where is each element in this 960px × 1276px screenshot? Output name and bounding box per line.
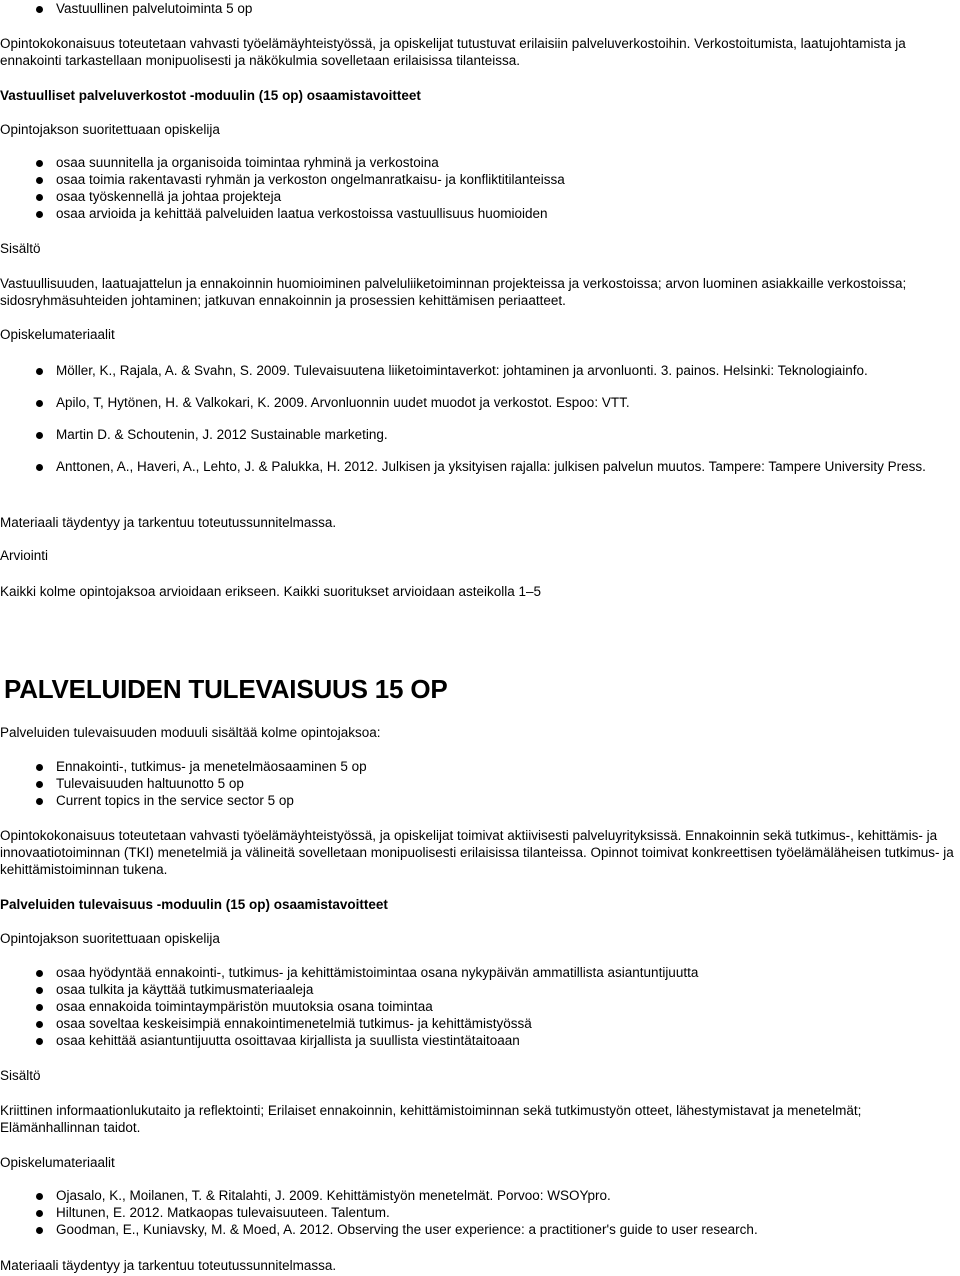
section1-intro: Opintokokonaisuus toteutetaan vahvasti työelämäyhteistyössä, ja opiskelijat tutustuvat erilaisiin palveluverkostoihin. Verkostoitumista, laatujohtamista ja ennakointi tarkastellaan monipuolisesti ja näkökulmia sovelletaan erilaisissa tilanteissa. — [0, 36, 906, 68]
section1-assessment-heading: Arviointi — [0, 548, 49, 563]
list-item: Goodman, E., Kuniavsky, M. & Moed, A. 2012. Observing the user experience: a practitioner's guide to user research. — [0, 1221, 958, 1238]
section1-outcomes-lead: Opintojakson suoritettuaan opiskelija — [0, 122, 220, 137]
bullet-icon — [36, 970, 43, 977]
section2-intro: Opintokokonaisuus toteutetaan vahvasti työelämäyhteistyössä, ja opiskelijat toimivat aktiivisesti palveluyrityksissä. Ennakoinnin sekä tutkimus-, kehittämis- ja innovaatiotoiminnan (TKI) menetelmiä ja välineitä sovelletaan monipuolisesti erilaisissa tilanteissa. Opinnot toimivat konkreettisen työelämäläheisen tutkimus- ja kehittämistoiminnan tukena. — [0, 828, 954, 877]
list-item: osaa työskennellä ja johtaa projekteja — [0, 188, 958, 205]
bullet-icon — [36, 1193, 43, 1200]
section2-title: PALVELUIDEN TULEVAISUUS 15 OP — [4, 674, 448, 704]
list-item: Martin D. & Schoutenin, J. 2012 Sustainable marketing. — [0, 426, 958, 443]
bullet-icon — [36, 177, 43, 184]
list-item: osaa kehittää asiantuntijuutta osoittavaa kirjallista ja suullista viestintätaitoaan — [0, 1032, 958, 1049]
list-item: osaa arvioida ja kehittää palveluiden laatua verkostoissa vastuullisuus huomioiden — [0, 205, 958, 222]
bullet-icon — [36, 798, 43, 805]
section1-materials-heading: Opiskelumateriaalit — [0, 327, 115, 342]
bullet-icon — [36, 160, 43, 167]
section2-materials-list — [0, 1187, 958, 1238]
section2-content-heading: Sisältö — [0, 1068, 41, 1083]
section2-course-list — [0, 758, 958, 809]
section2-materials-note: Materiaali täydentyy ja tarkentuu toteutussunnitelmassa. — [0, 1258, 337, 1273]
list-item: Anttonen, A., Haveri, A., Lehto, J. & Palukka, H. 2012. Julkisen ja yksityisen rajalla: julkisen palvelun muutos. Tampere: Tampere University Press. — [0, 458, 958, 475]
bullet-icon — [36, 194, 43, 201]
section2-outcomes-list — [0, 964, 958, 1049]
bullet-icon — [36, 211, 43, 218]
list-item: osaa suunnitella ja organisoida toimintaa ryhminä ja verkostoina — [0, 154, 958, 171]
section2-outcomes-heading: Palveluiden tulevaisuus -moduulin (15 op) osaamistavoitteet — [0, 897, 388, 912]
bullet-icon — [36, 464, 43, 471]
bullet-icon — [36, 1227, 43, 1234]
list-item: Möller, K., Rajala, A. & Svahn, S. 2009. Tulevaisuutena liiketoimintaverkot: johtaminen ja arvonluonti. 3. painos. Helsinki: Teknologiainfo. — [0, 362, 958, 379]
list-item: Ojasalo, K., Moilanen, T. & Ritalahti, J. 2009. Kehittämistyön menetelmät. Porvoo: WSOYpro. — [0, 1187, 958, 1204]
section1-outcomes-heading: Vastuulliset palveluverkostot -moduulin (15 op) osaamistavoitteet — [0, 88, 421, 103]
bullet-icon — [36, 1038, 43, 1045]
list-item: osaa toimia rakentavasti ryhmän ja verkoston ongelmanratkaisu- ja konfliktitilanteissa — [0, 171, 958, 188]
section1-content-heading: Sisältö — [0, 241, 41, 256]
list-item: osaa soveltaa keskeisimpiä ennakointimenetelmiä tutkimus- ja kehittämistyössä — [0, 1015, 958, 1032]
bullet-icon — [36, 432, 43, 439]
bullet-icon — [36, 1021, 43, 1028]
list-item: Apilo, T, Hytönen, H. & Valkokari, K. 2009. Arvonluonnin uudet muodot ja verkostot. Espoo: VTT. — [0, 394, 958, 411]
top-course-list — [0, 0, 958, 17]
bullet-icon — [36, 400, 43, 407]
bullet-icon — [36, 987, 43, 994]
list-item: osaa ennakoida toimintaympäristön muutoksia osana toimintaa — [0, 998, 958, 1015]
list-item: osaa tulkita ja käyttää tutkimusmateriaaleja — [0, 981, 958, 998]
bullet-icon — [36, 6, 43, 13]
list-item: Current topics in the service sector 5 op — [0, 792, 958, 809]
bullet-icon — [36, 368, 43, 375]
list-item: Ennakointi-, tutkimus- ja menetelmäosaaminen 5 op — [0, 758, 958, 775]
section2-lead: Palveluiden tulevaisuuden moduuli sisältää kolme opintojaksoa: — [0, 725, 381, 740]
section1-materials-note: Materiaali täydentyy ja tarkentuu toteutussunnitelmassa. — [0, 515, 337, 530]
bullet-icon — [36, 1004, 43, 1011]
list-item: Vastuullinen palvelutoiminta 5 op — [0, 0, 958, 17]
section2-content-text: Kriittinen informaationlukutaito ja reflektointi; Erilaiset ennakoinnin, kehittämistoiminnan sekä tutkimustyön otteet, lähestymistavat ja menetelmät; Elämänhallinnan taidot. — [0, 1103, 862, 1135]
bullet-icon — [36, 781, 43, 788]
bullet-icon — [36, 1210, 43, 1217]
section2-outcomes-lead: Opintojakson suoritettuaan opiskelija — [0, 931, 220, 946]
list-item: Hiltunen, E. 2012. Matkaopas tulevaisuuteen. Talentum. — [0, 1204, 958, 1221]
section1-outcomes-list — [0, 154, 958, 222]
list-item: Tulevaisuuden haltuunotto 5 op — [0, 775, 958, 792]
section1-materials-list — [0, 362, 958, 475]
section1-content-text: Vastuullisuuden, laatuajattelun ja ennakoinnin huomioiminen palveluliiketoiminnan projekteissa ja verkostoissa; arvon luominen asiakkaille verkostoissa; sidosryhmäsuhteiden johtaminen; jatkuvan ennakoinnin ja prosessien kehittämisen periaatteet. — [0, 276, 907, 308]
bullet-icon — [36, 764, 43, 771]
section2-materials-heading: Opiskelumateriaalit — [0, 1155, 115, 1170]
section1-assessment-text: Kaikki kolme opintojaksoa arvioidaan erikseen. Kaikki suoritukset arvioidaan asteikolla 1–5 — [0, 584, 542, 599]
list-item: osaa hyödyntää ennakointi-, tutkimus- ja kehittämistoimintaa osana nykypäivän ammatillista asiantuntijuutta — [0, 964, 958, 981]
